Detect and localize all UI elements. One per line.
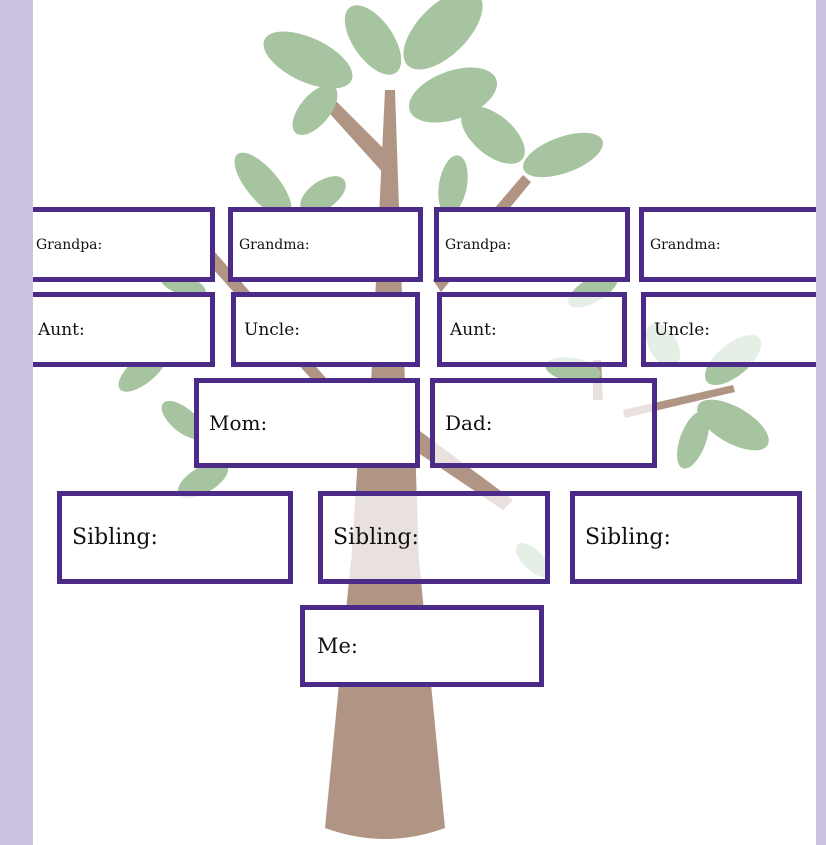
grandma-1-label: Grandma: [239,236,310,253]
grandma-2-label: Grandma: [650,236,721,253]
uncle-2-box[interactable] [641,292,816,367]
grandma-1-box[interactable] [228,207,423,282]
grandpa-1-box[interactable] [33,207,215,282]
uncle-2-label: Uncle: [654,319,711,340]
mom-label: Mom: [209,411,268,435]
sibling-2-label: Sibling: [333,525,419,550]
mom-box[interactable] [194,378,420,468]
grandpa-2-label: Grandpa: [445,236,512,253]
sibling-3-label: Sibling: [585,525,671,550]
me-box[interactable] [300,605,544,687]
me-label: Me: [317,634,359,658]
tree-illustration [33,0,816,845]
aunt-2-box[interactable] [437,292,627,367]
sibling-3-box[interactable] [570,491,802,584]
aunt-1-box[interactable] [33,292,215,367]
grandpa-1-label: Grandpa: [36,236,103,253]
uncle-1-box[interactable] [231,292,420,367]
dad-label: Dad: [445,411,493,435]
sibling-2-box[interactable] [318,491,550,584]
uncle-1-label: Uncle: [244,319,301,340]
grandma-2-box[interactable] [639,207,816,282]
sibling-1-box[interactable] [57,491,293,584]
grandpa-2-box[interactable] [434,207,630,282]
sibling-1-label: Sibling: [72,525,158,550]
dad-box[interactable] [430,378,657,468]
aunt-1-label: Aunt: [38,319,85,340]
aunt-2-label: Aunt: [450,319,497,340]
family-tree-sheet [33,0,816,845]
